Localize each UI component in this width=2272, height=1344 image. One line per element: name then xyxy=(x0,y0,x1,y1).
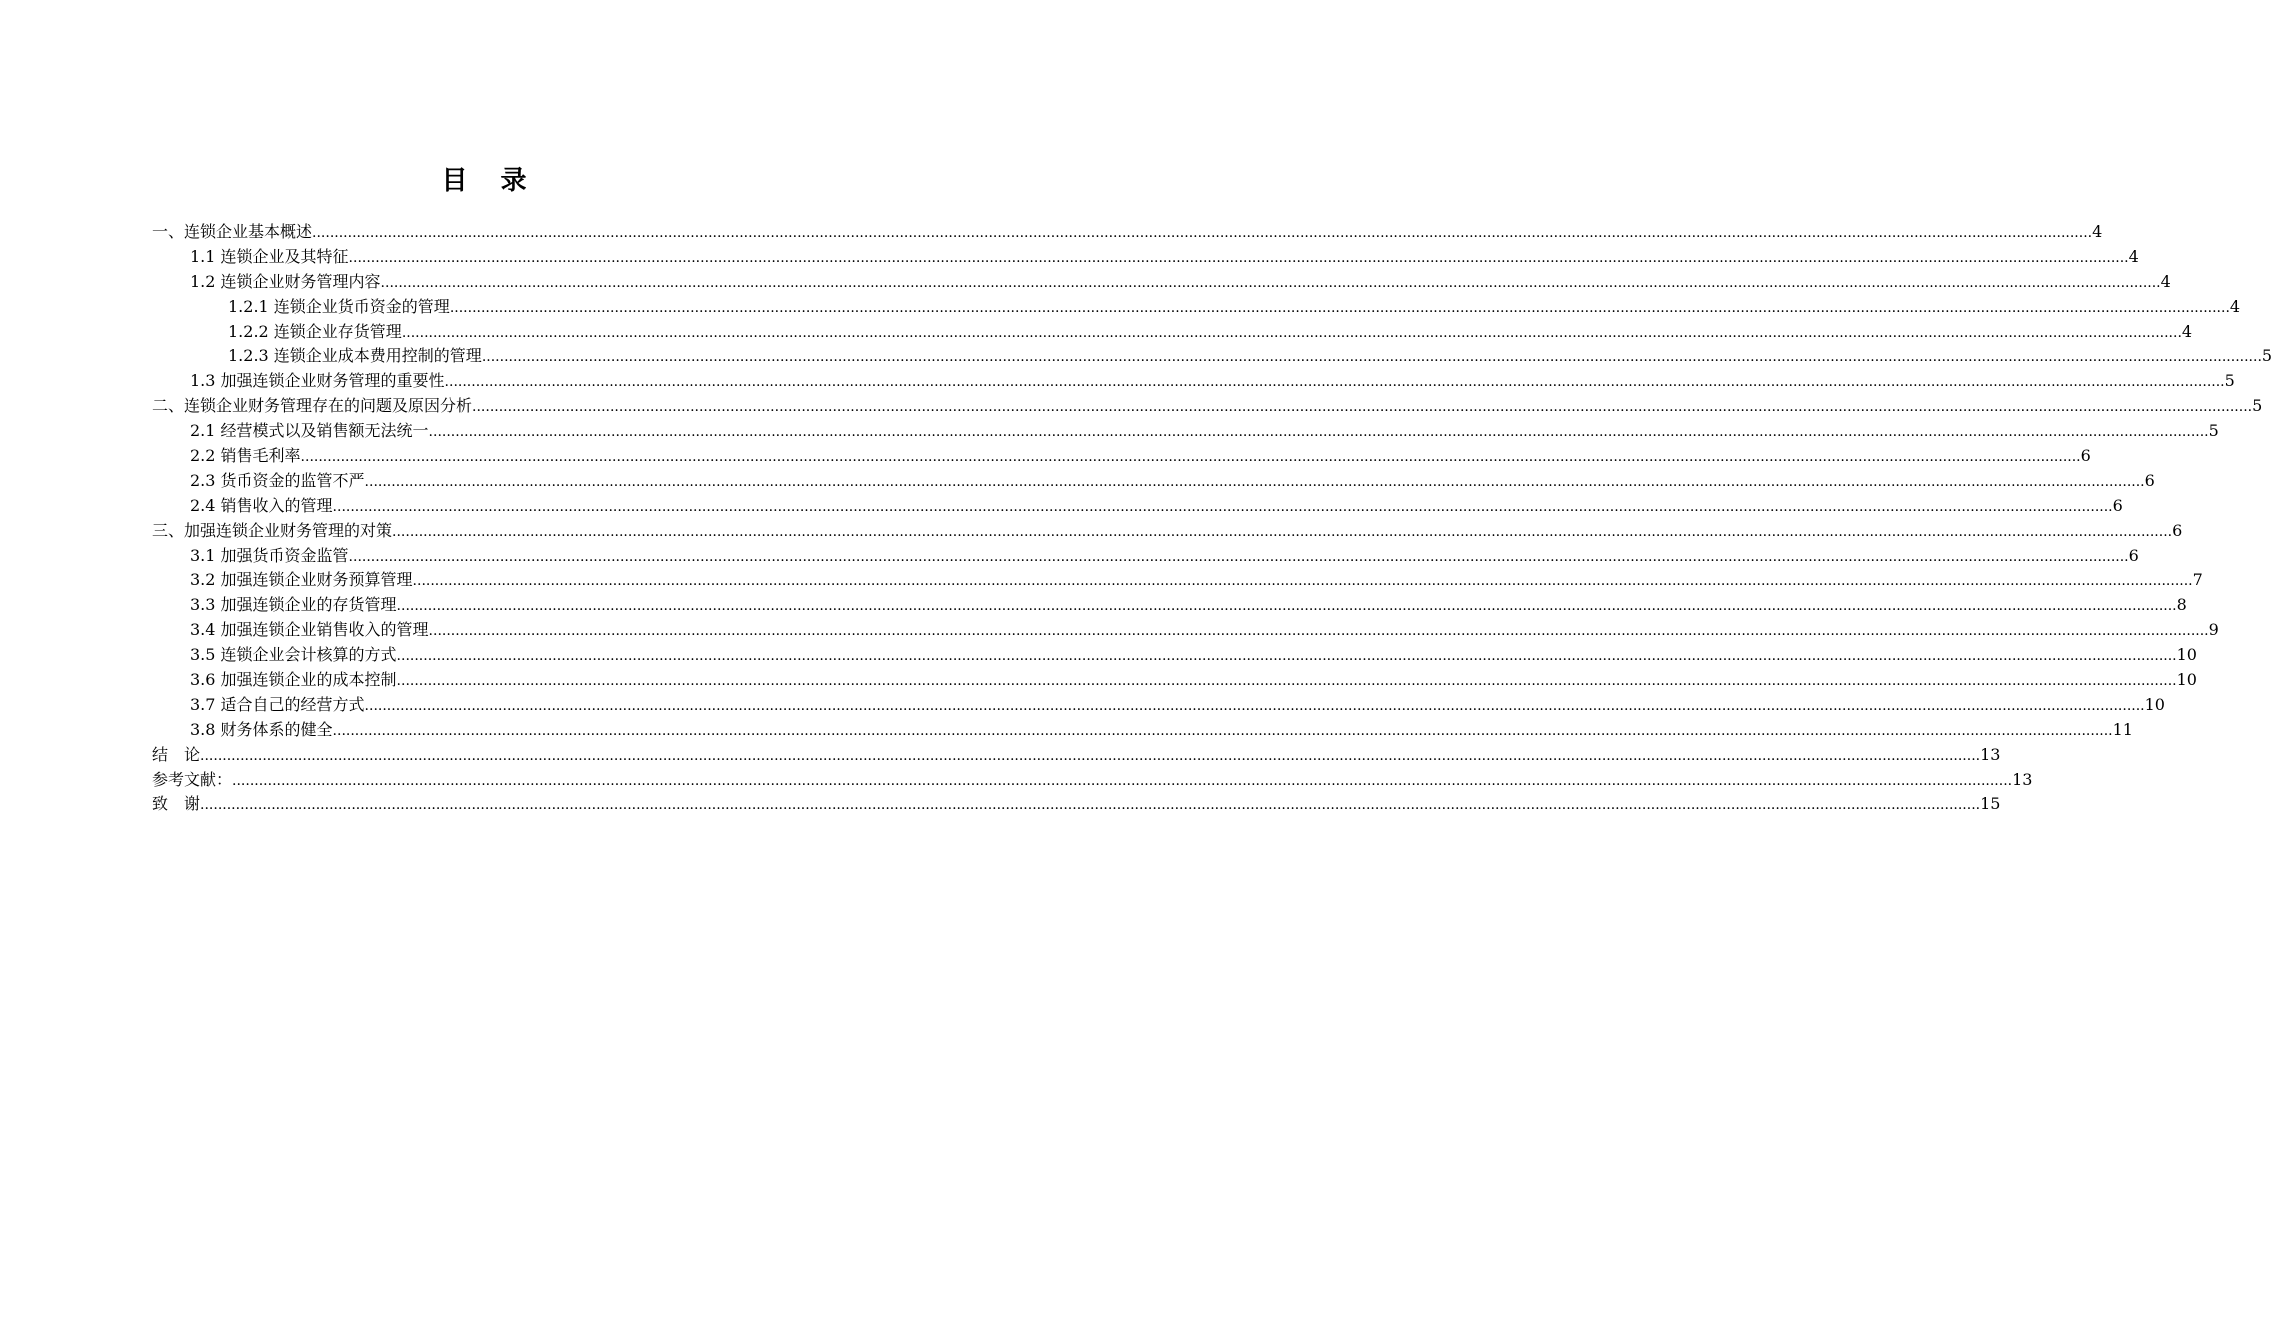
toc-entry[interactable] xyxy=(152,693,2165,718)
toc-entry-title: 参考文献： xyxy=(152,769,233,789)
toc-page-number: 4 xyxy=(2181,321,2193,341)
toc-entry[interactable] xyxy=(152,768,2033,793)
toc-entry-title: 1.3 加强连锁企业财务管理的重要性 xyxy=(190,371,445,391)
toc-page-number: 8 xyxy=(2176,595,2187,615)
toc-dot-leader: ................................................................................................................................................................................................................................................................................................................................................................................................................ xyxy=(232,772,2013,789)
toc-dot-leader: ................................................................................................................................................................................................................................................................................................................................................................................................................ xyxy=(412,573,2193,590)
toc-page-number: 6 xyxy=(2172,520,2183,540)
toc-dot-leader: ................................................................................................................................................................................................................................................................................................................................................................................................................ xyxy=(472,399,2253,416)
toc-entry-title: 1.2 连锁企业财务管理内容 xyxy=(190,271,381,291)
toc-entry[interactable] xyxy=(152,245,2139,270)
toc-page-number: 10 xyxy=(2144,694,2165,714)
toc-entry[interactable] xyxy=(152,643,2197,668)
toc-dot-leader: ................................................................................................................................................................................................................................................................................................................................................................................................................ xyxy=(401,324,2182,341)
toc-page-number: 4 xyxy=(2092,222,2103,241)
toc-entry-title: 三、加强连锁企业财务管理的对策 xyxy=(152,520,393,540)
toc-entry[interactable] xyxy=(152,320,2193,345)
toc-page-number: 5 xyxy=(2261,346,2272,366)
toc-dot-leader: ................................................................................................................................................................................................................................................................................................................................................................................................................ xyxy=(449,299,2230,316)
toc-page-number: 6 xyxy=(2144,470,2155,490)
toc-entry[interactable] xyxy=(152,618,2219,643)
toc-page-number: 10 xyxy=(2176,645,2197,665)
toc-entry[interactable] xyxy=(152,743,2001,768)
toc-entry-title: 2.2 销售毛利率 xyxy=(190,446,301,466)
toc-entry-title: 3.6 加强连锁企业的成本控制 xyxy=(190,670,397,690)
toc-dot-leader: ................................................................................................................................................................................................................................................................................................................................................................................................................ xyxy=(348,249,2129,266)
toc-entry-title: 结 论 xyxy=(152,744,201,764)
toc-page-number: 4 xyxy=(2229,296,2241,316)
toc-dot-leader: ................................................................................................................................................................................................................................................................................................................................................................................................................ xyxy=(444,374,2225,391)
toc-dot-leader: ................................................................................................................................................................................................................................................................................................................................................................................................................ xyxy=(200,747,1981,764)
toc-page-number: 6 xyxy=(2112,495,2123,515)
toc-entry-title: 致 谢 xyxy=(152,794,201,814)
toc-entry[interactable] xyxy=(152,270,2171,295)
toc-entry[interactable] xyxy=(152,220,2103,245)
toc-entry-title: 3.1 加强货币资金监管 xyxy=(190,545,349,565)
toc-dot-leader: ................................................................................................................................................................................................................................................................................................................................................................................................................ xyxy=(481,349,2262,366)
toc-entry-title: 3.2 加强连锁企业财务预算管理 xyxy=(190,570,413,590)
toc-page-number: 13 xyxy=(1980,744,2001,764)
toc-entry[interactable] xyxy=(152,568,2203,593)
toc-entry-title: 2.1 经营模式以及销售额无法统一 xyxy=(190,421,429,441)
page-title: 目 录 xyxy=(441,166,539,196)
toc-page-number: 4 xyxy=(2128,246,2139,266)
toc-page-number: 11 xyxy=(2112,719,2133,739)
toc-entry[interactable] xyxy=(152,668,2197,693)
toc-entry[interactable] xyxy=(152,394,2263,419)
toc-page-number: 6 xyxy=(2128,545,2139,565)
toc-entry[interactable] xyxy=(152,593,2187,618)
toc-page-number: 7 xyxy=(2192,570,2203,590)
toc-entry-title: 3.4 加强连锁企业销售收入的管理 xyxy=(190,620,429,640)
table-of-contents xyxy=(152,220,2272,817)
toc-entry[interactable] xyxy=(152,419,2219,444)
toc-entry[interactable] xyxy=(152,792,2001,817)
toc-dot-leader: ................................................................................................................................................................................................................................................................................................................................................................................................................ xyxy=(428,623,2209,640)
toc-entry-title: 一、连锁企业基本概述 xyxy=(152,222,313,241)
toc-entry[interactable] xyxy=(152,494,2123,519)
toc-entry-title: 1.1 连锁企业及其特征 xyxy=(190,246,349,266)
toc-dot-leader: ................................................................................................................................................................................................................................................................................................................................................................................................................ xyxy=(364,473,2145,490)
toc-dot-leader: ................................................................................................................................................................................................................................................................................................................................................................................................................ xyxy=(332,722,2113,739)
toc-entry[interactable] xyxy=(152,295,2241,320)
toc-page-number: 6 xyxy=(2080,446,2091,466)
toc-entry[interactable] xyxy=(152,544,2139,569)
toc-entry[interactable] xyxy=(152,344,2272,369)
toc-page-number: 5 xyxy=(2252,396,2263,416)
toc-dot-leader: ................................................................................................................................................................................................................................................................................................................................................................................................................ xyxy=(392,523,2173,540)
toc-page-number: 15 xyxy=(1980,794,2001,814)
toc-entry[interactable] xyxy=(152,519,2183,544)
toc-dot-leader: ................................................................................................................................................................................................................................................................................................................................................................................................................ xyxy=(312,225,2093,241)
toc-entry-title: 2.3 货币资金的监管不严 xyxy=(190,470,365,490)
toc-entry-title: 3.5 连锁企业会计核算的方式 xyxy=(190,645,397,665)
toc-dot-leader: ................................................................................................................................................................................................................................................................................................................................................................................................................ xyxy=(396,598,2177,615)
toc-page-number: 4 xyxy=(2160,271,2171,291)
toc-entry-title: 2.4 销售收入的管理 xyxy=(190,495,333,515)
toc-dot-leader: ................................................................................................................................................................................................................................................................................................................................................................................................................ xyxy=(396,673,2177,690)
toc-entry-title: 3.3 加强连锁企业的存货管理 xyxy=(190,595,397,615)
toc-entry-title: 1.2.1 连锁企业货币资金的管理 xyxy=(228,296,450,316)
toc-entry-title: 1.2.3 连锁企业成本费用控制的管理 xyxy=(228,346,482,366)
toc-entry-title: 二、连锁企业财务管理存在的问题及原因分析 xyxy=(152,396,473,416)
toc-page-number: 10 xyxy=(2176,670,2197,690)
toc-entry-title: 3.7 适合自己的经营方式 xyxy=(190,694,365,714)
toc-entry-title: 1.2.2 连锁企业存货管理 xyxy=(228,321,402,341)
toc-dot-leader: ................................................................................................................................................................................................................................................................................................................................................................................................................ xyxy=(200,797,1981,814)
toc-page-number: 5 xyxy=(2208,421,2219,441)
toc-entry[interactable] xyxy=(152,469,2155,494)
toc-dot-leader: ................................................................................................................................................................................................................................................................................................................................................................................................................ xyxy=(396,648,2177,665)
toc-entry[interactable] xyxy=(152,444,2091,469)
toc-entry-title: 3.8 财务体系的健全 xyxy=(190,719,333,739)
toc-dot-leader: ................................................................................................................................................................................................................................................................................................................................................................................................................ xyxy=(348,548,2129,565)
toc-dot-leader: ................................................................................................................................................................................................................................................................................................................................................................................................................ xyxy=(380,274,2161,291)
toc-dot-leader: ................................................................................................................................................................................................................................................................................................................................................................................................................ xyxy=(332,498,2113,515)
toc-entry[interactable] xyxy=(152,369,2235,394)
toc-entry[interactable] xyxy=(152,718,2133,743)
toc-dot-leader: ................................................................................................................................................................................................................................................................................................................................................................................................................ xyxy=(364,697,2145,714)
toc-dot-leader: ................................................................................................................................................................................................................................................................................................................................................................................................................ xyxy=(300,449,2081,466)
toc-page-number: 13 xyxy=(2012,769,2033,789)
toc-page-number: 9 xyxy=(2208,620,2219,640)
toc-page-number: 5 xyxy=(2224,371,2235,391)
toc-dot-leader: ................................................................................................................................................................................................................................................................................................................................................................................................................ xyxy=(428,424,2209,441)
